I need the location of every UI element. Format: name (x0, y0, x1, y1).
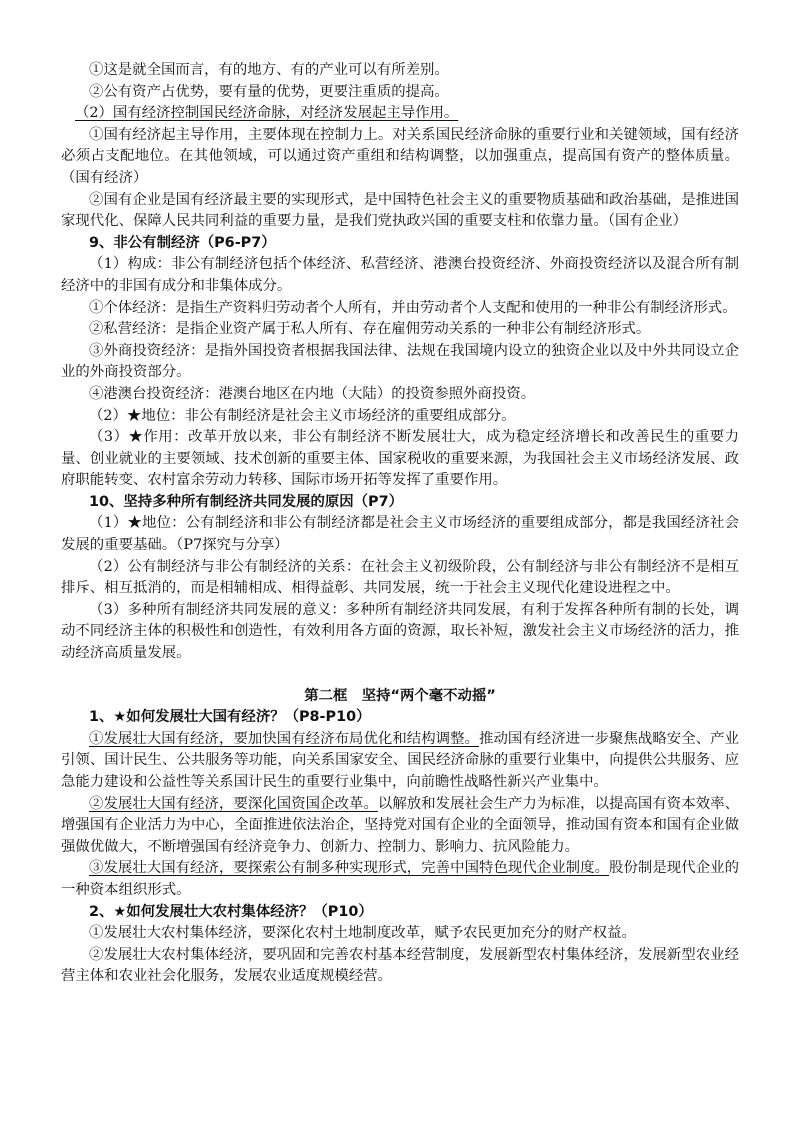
paragraph: ①个体经济：是指生产资料归劳动者个人所有，并由劳动者个人支配和使用的一种非公有制经济形式。 (89, 299, 737, 316)
paragraph: ①国有经济起主导作用，主要体现在控制力上。对关系国民经济命脉的重要行业和关键领域，国有经济必须占支配地位。在其他领域，可以通过资产重组和结构调整，以加强重点，提高国有资产的整体质量。（国有经济） (61, 126, 739, 186)
paragraph (61, 729, 739, 794)
paragraph: ②发展壮大农村集体经济，要巩固和完善农村基本经营制度，发展新型农村集体经济，发展新型农业经营主体和农业社会化服务，发展农业适度规模经营。 (61, 946, 739, 985)
underlined-text: ②发展壮大国有经济，要深化国资国企改革。 (89, 795, 378, 812)
question-heading-1: 1、★如何发展壮大国有经济？（P8-P10） (89, 709, 371, 726)
document-page (61, 60, 739, 988)
underlined-text: （2）国有经济控制国民经济命脉，对经济发展起主导作用。 (75, 105, 459, 122)
paragraph: ②私营经济：是指企业资产属于私人所有、存在雇佣劳动关系的一种非公有制经济形式。 (89, 321, 651, 338)
paragraph: （2）公有制经济与非公有制经济的关系：在社会主义初级阶段，公有制经济与非公有制经济不是相互排斥、相互抵消的，而是相辅相成、相得益彰、共同发展，统一于社会主义现代化建设进程之中。 (61, 558, 739, 597)
paragraph: ③外商投资经济：是指外国投资者根据我国法律、法规在我国境内设立的独资企业以及中外共同设立企业的外商投资部分。 (61, 342, 739, 381)
paragraph: ④港澳台投资经济：港澳台地区在内地（大陆）的投资参照外商投资。 (89, 385, 536, 402)
paragraph: （1）★地位：公有制经济和非公有制经济都是社会主义市场经济的重要组成部分，都是我国经济社会发展的重要基础。（P7探究与分享） (61, 515, 739, 554)
paragraph: （3）多种所有制经济共同发展的意义：多种所有制经济共同发展，有利于发挥各种所有制的长处，调动不同经济主体的积极性和创造性，有效利用各方面的资源，取长补短，激发社会主义市场经济的活力，推动经济高质量发展。 (61, 601, 739, 662)
paragraph-text: 以解放和发展社会生产力为标准，以提高国有资本效率、增强国有企业活力为中心，全面推进依法治企，坚持党对国有企业的全面领导，推动国有资本和国有企业做强做优做大，不断增强国有经济竞争力、创新力、控制力、影响力、抗风险能力。 (61, 795, 739, 855)
section-title: 第二框 坚持“两个毫不动摇” (304, 687, 496, 704)
paragraph: ①这是就全国而言，有的地方、有的产业可以有所差别。 (89, 62, 449, 78)
paragraph (61, 794, 739, 859)
heading-10: 10、坚持多种所有制经济共同发展的原因（P7） (89, 493, 404, 510)
paragraph: （2）★地位：非公有制经济是社会主义市场经济的重要组成部分。 (89, 407, 516, 424)
heading-9: 9、非公有制经济（P6-P7） (89, 234, 276, 251)
paragraph: ②公有资产占优势，要有量的优势，更要注重质的提高。 (89, 83, 449, 100)
paragraph-text: 推动国有经济进一步聚焦战略安全、产业引领、国计民生、公共服务等功能，向关系国家安全、国民经济命脉的重要行业集中，向提供公共服务、应急能力建设和公益性等关系国计民生的重要行业集中，向前瞻性战略性新兴产业集中。 (61, 730, 739, 790)
question-heading-2: 2、★如何发展壮大农村集体经济？（P10） (89, 903, 373, 920)
paragraph: ②国有企业是国有经济最主要的实现形式，是中国特色社会主义的重要物质基础和政治基础，是推进国家现代化、保障人民共同利益的重要力量，是我们党执政兴国的重要支柱和依靠力量。（国有企业） (61, 191, 739, 230)
paragraph: ①发展壮大农村集体经济，要深化农村土地制度改革，赋予农民更加充分的财产权益。 (89, 925, 636, 942)
underlined-text: ③发展壮大国有经济，要探索公有制多种实现形式，完善中国特色现代企业制度。 (89, 860, 610, 877)
paragraph (61, 858, 739, 901)
underlined-text: ①发展壮大国有经济，要加快国有经济布局优化和结构调整。 (89, 730, 480, 747)
subheading-underlined (61, 103, 739, 125)
paragraph-text: 股份制是现代企业的一种资本组织形式。 (61, 860, 739, 898)
paragraph: （1）构成：非公有制经济包括个体经济、私营经济、港澳台投资经济、外商投资经济以及混合所有制经济中的非国有成分和非集体成分。 (61, 256, 739, 294)
paragraph: （3）★作用：改革开放以来，非公有制经济不断发展壮大，成为稳定经济增长和改善民生的重要力量、创业就业的主要领域、技术创新的重要主体、国家税收的重要来源，为我国社会主义市场经济发展、政府职能转变、农村富余劳动力转移、国际市场开拓等发挥了重要作用。 (61, 429, 739, 489)
